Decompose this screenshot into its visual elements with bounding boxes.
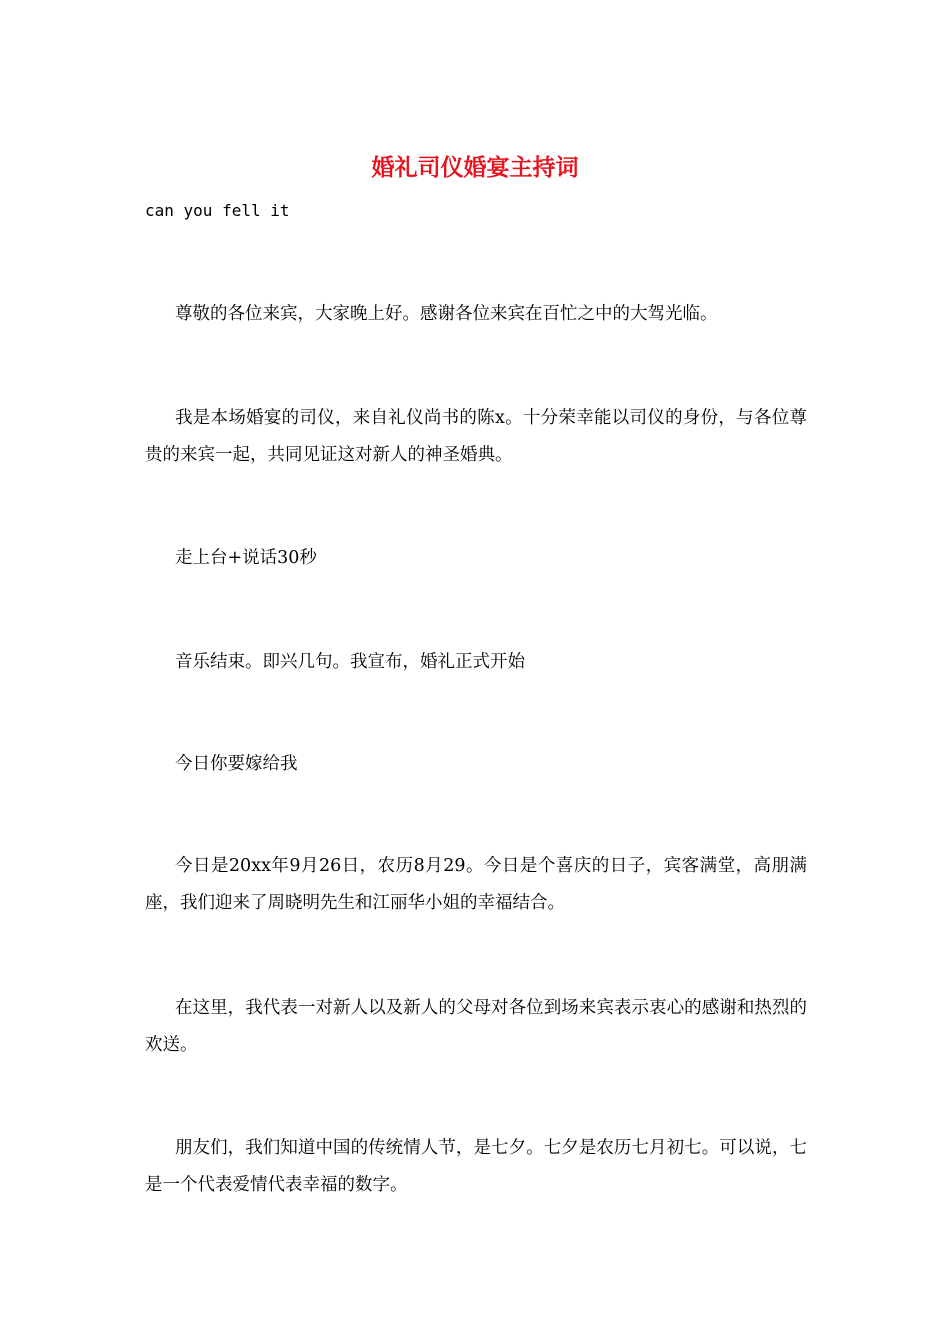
document-title: 婚礼司仪婚宴主持词	[371, 154, 579, 181]
paragraph-song: 今日你要嫁给我	[175, 754, 298, 774]
paragraph-thanks: 在这里，我代表一对新人以及新人的父母对各位到场来宾表示衷心的感谢和热烈的欢送。	[145, 998, 807, 1055]
paragraph-introduction: 我是本场婚宴的司仪，来自礼仪尚书的陈x。十分荣幸能以司仪的身份，与各位尊贵的来宾一起，共同见证这对新人的神圣婚典。	[145, 408, 807, 465]
paragraph-stage-note: 走上台+说话30秒	[175, 548, 317, 568]
paragraph-music-note: 音乐结束。即兴几句。我宣布，婚礼正式开始	[175, 652, 525, 672]
paragraph-qixi: 朋友们，我们知道中国的传统情人节，是七夕。七夕是农历七月初七。可以说，七是一个代表爱情代表幸福的数字。	[145, 1138, 807, 1195]
paragraph-date: 今日是20xx年9月26日，农历8月29。今日是个喜庆的日子，宾客满堂，高朋满座，我们迎来了周晓明先生和江丽华小姐的幸福结合。	[145, 856, 807, 913]
document-subtitle: can you fell it	[145, 201, 290, 220]
paragraph-greeting: 尊敬的各位来宾，大家晚上好。感谢各位来宾在百忙之中的大驾光临。	[175, 304, 718, 324]
